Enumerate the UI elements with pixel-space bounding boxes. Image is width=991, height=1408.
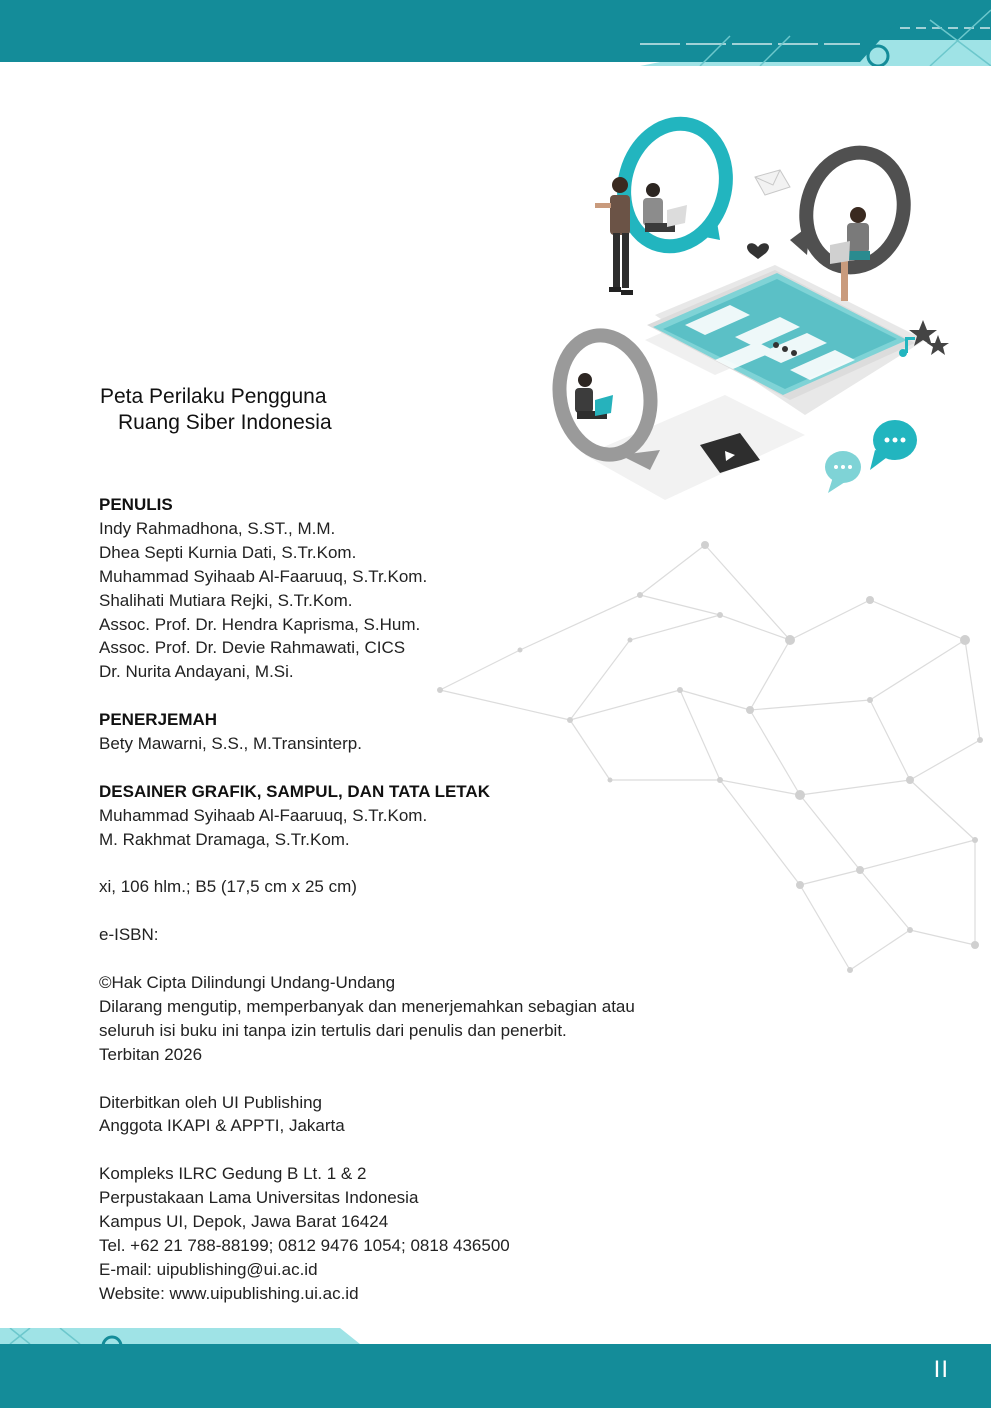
- penulis-name: Muhammad Syihaab Al-Faaruuq, S.Tr.Kom.: [99, 566, 428, 586]
- website: Website: www.uipublishing.ui.ac.id: [99, 1283, 359, 1303]
- penulis-name: Indy Rahmadhona, S.ST., M.M.: [99, 518, 336, 538]
- book-title-line-2: Ruang Siber Indonesia: [118, 411, 332, 434]
- penulis-name: Dr. Nurita Andayani, M.Si.: [99, 662, 294, 682]
- penulis-heading: PENULIS: [99, 495, 173, 514]
- email-icon: [755, 170, 790, 195]
- penulis-name: Shalihati Mutiara Rejki, S.Tr.Kom.: [99, 590, 353, 610]
- publisher-line: Anggota IKAPI & APPTI, Jakarta: [99, 1116, 345, 1136]
- email: E-mail: uipublishing@ui.ac.id: [99, 1259, 318, 1279]
- social-media-illustration: [545, 115, 955, 510]
- penerjemah-heading: PENERJEMAH: [99, 710, 218, 730]
- penulis-name: Assoc. Prof. Dr. Devie Rahmawati, CICS: [99, 638, 406, 658]
- desainer-name: Muhammad Syihaab Al-Faaruuq, S.Tr.Kom.: [99, 805, 428, 825]
- desainer-heading: DESAINER GRAFIK, SAMPUL, DAN TATA LETAK: [99, 781, 490, 801]
- book-title-line-1: Peta Perilaku Pengguna: [100, 385, 327, 408]
- imprint-content: [99, 493, 739, 1306]
- address-line: Kompleks ILRC Gedung B Lt. 1 & 2: [99, 1164, 367, 1184]
- address-line: Perpustakaan Lama Universitas Indonesia: [99, 1188, 419, 1208]
- isbn: e-ISBN:: [99, 925, 159, 945]
- address-line: Kampus UI, Depok, Jawa Barat 16424: [99, 1212, 389, 1232]
- book-title: [100, 384, 420, 436]
- page-number: II: [933, 1356, 949, 1383]
- copyright-line: seluruh isi buku ini tanpa izin tertulis dari penulis dan penerbit.: [99, 1020, 567, 1040]
- penerjemah-name: Bety Mawarni, S.S., M.Transinterp.: [99, 734, 362, 754]
- penulis-name: Dhea Septi Kurnia Dati, S.Tr.Kom.: [99, 542, 357, 562]
- copyright-line: ©Hak Cipta Dilindungi Undang-Undang: [99, 973, 396, 993]
- phone: Tel. +62 21 788-88199; 0812 9476 1054; 0818 436500: [99, 1235, 510, 1255]
- penulis-name: Assoc. Prof. Dr. Hendra Kaprisma, S.Hum.: [99, 614, 421, 634]
- chat-bubble-icon: [825, 420, 917, 493]
- publisher-line: Diterbitkan oleh UI Publishing: [99, 1092, 323, 1112]
- bottom-footer-band: [0, 1328, 991, 1408]
- publication-year: Terbitan 2026: [99, 1044, 203, 1064]
- desainer-name: M. Rakhmat Dramaga, S.Tr.Kom.: [99, 829, 350, 849]
- book-spec: xi, 106 hlm.; B5 (17,5 cm x 25 cm): [99, 877, 357, 897]
- heart-icon: [747, 243, 769, 259]
- copyright-line: Dilarang mengutip, memperbanyak dan menerjemahkan sebagian atau: [99, 996, 635, 1016]
- top-header-band: [0, 0, 991, 66]
